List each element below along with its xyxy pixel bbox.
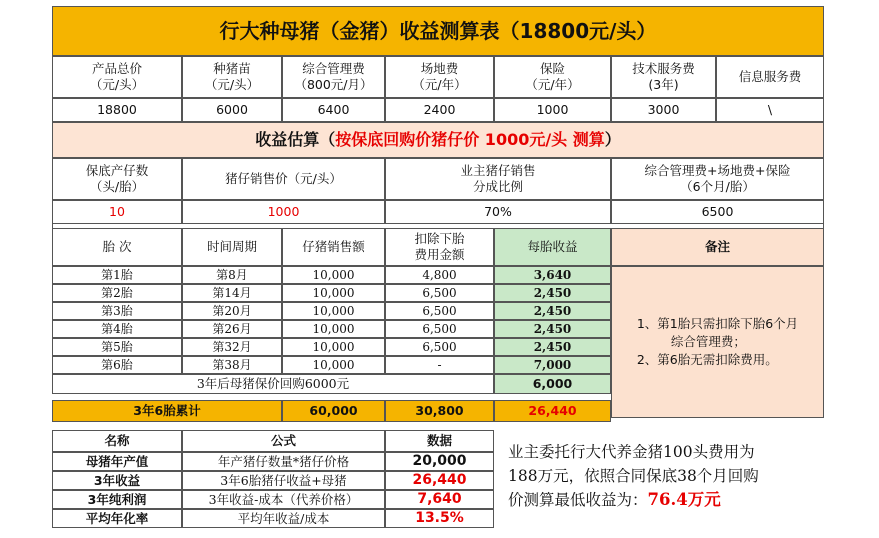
summary-formula-cell: 3年收益-成本（代养价格） — [182, 490, 385, 509]
summary-formula-cell: 3年6胎猪仔收益+母猪 — [182, 471, 385, 490]
total-income: 26,440 — [494, 400, 611, 422]
estimate-header-litter-size: 保底产仔数 （头/胎） — [52, 158, 182, 200]
summary-name-cell: 母猪年产值 — [52, 452, 182, 471]
summary-header-formula: 公式 — [182, 430, 385, 452]
cost-header-management: 综合管理费 （800元/月） — [282, 56, 385, 98]
period-cell: 第8月 — [182, 266, 282, 284]
estimate-header-share-ratio: 业主猪仔销售 分成比例 — [385, 158, 611, 200]
side-text — [508, 440, 828, 512]
income-cell: 2,450 — [494, 302, 611, 320]
note-line-3: 2、第6胎无需扣除费用。 — [636, 352, 778, 368]
litter-cell: 第5胎 — [52, 338, 182, 356]
estimate-title: 收益估算（ 按保底回购价猪仔价 1000元/头 测算 ） — [52, 122, 824, 158]
side-text-line-2: 188万元，依照合同保底38个月回购 — [508, 467, 759, 485]
page-title-text: 行大种母猪（金猪）收益测算表（18800元/头） — [219, 18, 657, 43]
income-cell: 2,450 — [494, 320, 611, 338]
side-text-line-3: 价测算最低收益为：76.4万元 — [508, 490, 721, 509]
cost-header-insurance: 保险 （元/年） — [494, 56, 611, 98]
sales-cell: 10,000 — [282, 320, 385, 338]
period-cell: 第38月 — [182, 356, 282, 374]
income-cell: 3,640 — [494, 266, 611, 284]
sales-cell: 10,000 — [282, 302, 385, 320]
page-title — [52, 6, 824, 56]
cost-header-piglet: 种猪苗 （元/头） — [182, 56, 282, 98]
litter-header-note: 备注 — [611, 228, 824, 266]
summary-data-cell: 26,440 — [385, 471, 494, 490]
litter-cell: 第4胎 — [52, 320, 182, 338]
estimate-value-litter-size: 10 — [52, 200, 182, 224]
sales-cell: 10,000 — [282, 284, 385, 302]
litter-header-deduct: 扣除下胎 费用金额 — [385, 228, 494, 266]
income-cell: 2,450 — [494, 284, 611, 302]
cost-value-piglet: 6000 — [182, 98, 282, 122]
period-cell: 第32月 — [182, 338, 282, 356]
summary-data-cell: 7,640 — [385, 490, 494, 509]
deduct-cell: 6,500 — [385, 320, 494, 338]
cost-header-total-price: 产品总价 （元/头） — [52, 56, 182, 98]
sales-cell: 10,000 — [282, 338, 385, 356]
sales-cell: 10,000 — [282, 266, 385, 284]
litter-cell: 第2胎 — [52, 284, 182, 302]
litter-cell: 第1胎 — [52, 266, 182, 284]
deduct-cell: 6,500 — [385, 338, 494, 356]
cost-value-total-price: 18800 — [52, 98, 182, 122]
deduct-cell: 4,800 — [385, 266, 494, 284]
total-sales: 60,000 — [282, 400, 385, 422]
litter-header-period: 时间周期 — [182, 228, 282, 266]
litter-header-sales: 仔猪销售额 — [282, 228, 385, 266]
estimate-value-share-ratio: 70% — [385, 200, 611, 224]
litter-cell: 第6胎 — [52, 356, 182, 374]
total-label: 3年6胎累计 — [52, 400, 282, 422]
deduct-cell: 6,500 — [385, 302, 494, 320]
estimate-value-fees: 6500 — [611, 200, 824, 224]
summary-header-data: 数据 — [385, 430, 494, 452]
note-cell — [611, 266, 824, 418]
sales-cell: 10,000 — [282, 356, 385, 374]
estimate-header-fees: 综合管理费+场地费+保险 （6个月/胎） — [611, 158, 824, 200]
income-cell: 2,450 — [494, 338, 611, 356]
deduct-cell: - — [385, 356, 494, 374]
cost-header-site: 场地费 （元/年） — [385, 56, 494, 98]
summary-name-cell: 3年收益 — [52, 471, 182, 490]
period-cell: 第14月 — [182, 284, 282, 302]
estimate-header-piglet-price: 猪仔销售价（元/头） — [182, 158, 385, 200]
period-cell: 第26月 — [182, 320, 282, 338]
cost-header-info-service: 信息服务费 — [716, 56, 824, 98]
buyback-value: 6,000 — [494, 374, 611, 394]
summary-formula-cell: 平均年收益/成本 — [182, 509, 385, 528]
summary-name-cell: 平均年化率 — [52, 509, 182, 528]
income-cell: 7,000 — [494, 356, 611, 374]
summary-data-cell: 13.5% — [385, 509, 494, 528]
cost-value-info-service: \ — [716, 98, 824, 122]
buyback-label: 3年后母猪保价回购6000元 — [52, 374, 494, 394]
summary-header-name: 名称 — [52, 430, 182, 452]
summary-data-cell: 20,000 — [385, 452, 494, 471]
note-line-1: 1、第1胎只需扣除下胎6个月 — [636, 315, 799, 331]
total-deduct: 30,800 — [385, 400, 494, 422]
cost-value-tech-service: 3000 — [611, 98, 716, 122]
estimate-value-piglet-price: 1000 — [182, 200, 385, 224]
note-line-2: 综合管理费； — [670, 333, 746, 349]
period-cell: 第20月 — [182, 302, 282, 320]
cost-value-site: 2400 — [385, 98, 494, 122]
litter-header-litter: 胎 次 — [52, 228, 182, 266]
side-text-line-1: 业主委托行大代养金猪100头费用为 — [508, 443, 755, 461]
litter-header-income: 每胎收益 — [494, 228, 611, 266]
summary-name-cell: 3年纯利润 — [52, 490, 182, 509]
cost-value-management: 6400 — [282, 98, 385, 122]
cost-value-insurance: 1000 — [494, 98, 611, 122]
deduct-cell: 6,500 — [385, 284, 494, 302]
summary-formula-cell: 年产猪仔数量*猪仔价格 — [182, 452, 385, 471]
litter-cell: 第3胎 — [52, 302, 182, 320]
cost-header-tech-service: 技术服务费 (3年) — [611, 56, 716, 98]
